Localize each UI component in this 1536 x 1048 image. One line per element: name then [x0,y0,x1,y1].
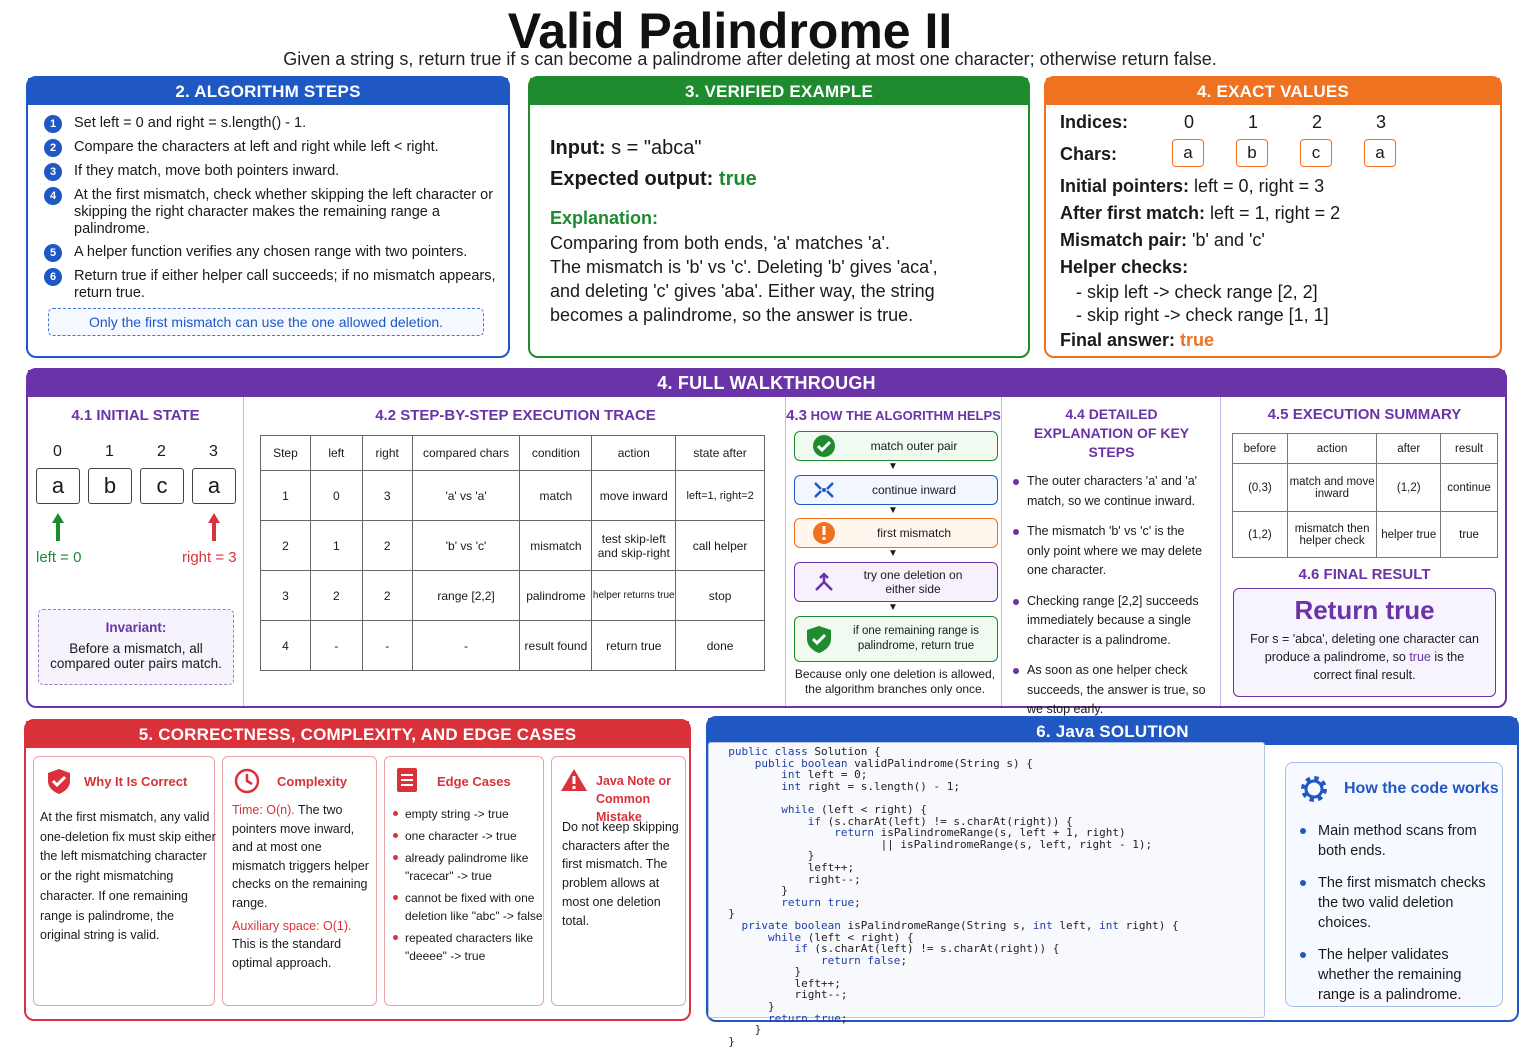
indices-row: Indices: 0 1 2 3 [1060,112,1387,132]
index-label: 0 [53,443,62,460]
trace-column-header: left [310,436,362,471]
how-code-text: The helper validates whether the remaining range is a palindrome. [1318,947,1462,1003]
trace-cell: done [676,621,765,671]
trace-cell: left=1, right=2 [676,471,765,521]
java-solution-heading: 6. Java SOLUTION [708,718,1517,745]
flow-step-continue: continue inward [794,475,998,505]
summary-column-header: after [1377,434,1441,464]
final-answer: Final answer: true [1060,330,1215,350]
bullet-dot [1300,952,1306,958]
initial-pointers: Initial pointers: left = 0, right = 3 [1060,176,1325,196]
exact-values-panel [1044,76,1502,358]
edge-cases-title: Edge Cases [437,774,511,789]
summary-cell: (0,3) [1233,464,1288,512]
helps-section [786,397,1002,706]
document-icon [395,766,419,794]
how-code-works-title: How the code works [1344,780,1499,797]
trace-row [261,521,765,571]
bullet-dot [393,855,398,860]
algorithm-step [44,244,498,262]
how-code-text: Main method scans from both ends. [1318,823,1477,859]
flow-step-deletion: try one deletion on either side [794,562,998,602]
explanation-line: The mismatch is 'b' vs 'c'. Deleting 'b' gives 'aca', [550,257,938,277]
summary-cell: (1,2) [1233,512,1288,558]
how-code-point [1298,945,1494,1005]
trace-cell: palindrome [520,571,592,621]
shield-icon [46,767,72,795]
summary-cell: helper true [1377,512,1441,558]
why-correct-text: At the first mismatch, any valid one-deletion fix must skip either the left mismatching character or the right mismatching character. If one remaining range is palindrome, the original string is valid. [40,810,216,943]
trace-cell: match [520,471,592,521]
step-number: 4 [44,187,62,205]
trace-cell: 2 [261,521,311,571]
bullet-dot [1300,880,1306,886]
index-label: 2 [157,443,166,460]
algorithm-steps-list [28,105,508,302]
helps-footer: Because only one deletion is allowed, the algorithm branches only once. [794,667,996,696]
verified-example-panel [528,76,1030,358]
step-number: 5 [44,244,62,262]
char-cell: a [192,468,236,504]
page-title: Valid Palindrome II [507,3,953,59]
invariant-title: Invariant: [105,620,167,635]
step-text: Set left = 0 and right = s.length() - 1. [74,115,307,131]
java-note-title: Java Note or Common Mistake [596,774,672,824]
detailed-explanation-section [1003,397,1221,716]
trace-cell: 'a' vs 'a' [412,471,520,521]
trace-column-header: right [362,436,412,471]
chars-row: Chars: a b c a [1060,137,1500,171]
detailed-heading: 4.4 DETAILED EXPLANATION OF KEY STEPS [1033,406,1190,460]
trace-cell: 2 [362,521,412,571]
how-code-point [1298,873,1494,933]
step-text: A helper function verifies any chosen range with two pointers. [74,244,468,260]
page-subtitle: Given a string s, return true if s can become a palindrome after deleting at most one character; otherwise return false. [283,49,1217,69]
trace-cell: - [362,621,412,671]
edge-case-text: cannot be fixed with one deletion like "abc" -> false [405,891,543,923]
final-result-heading: 4.6 FINAL RESULT [1298,566,1431,583]
walkthrough-heading: 4. FULL WALKTHROUGH [28,370,1505,397]
char-cell: c [140,468,184,504]
trace-cell: - [412,621,520,671]
index-label: 3 [209,443,218,460]
initial-state-section [28,397,244,706]
helper-checks: Helper checks: [1060,257,1189,277]
trace-row [261,621,765,671]
flow-arrow: ▼ [888,461,898,472]
how-code-works-box [1285,762,1503,1007]
trace-cell: 1 [261,471,311,521]
flow-arrow: ▼ [888,505,898,516]
initial-state-heading: 4.1 INITIAL STATE [71,407,200,424]
complexity-card [222,756,377,1006]
alert-icon [560,767,588,793]
flow-arrow: ▼ [888,602,898,613]
explanation-label: Explanation: [550,208,659,228]
trace-cell: mismatch [520,521,592,571]
edge-case-item [393,929,543,965]
helps-heading: 4.3 HOW THE ALGORITHM HELPS [786,407,1001,424]
example-input: Input: s = "abca" [550,137,702,159]
edge-case-text: already palindrome like "racecar" -> true [405,851,529,883]
verified-example-heading: 3. VERIFIED EXAMPLE [530,78,1028,105]
final-result-text: For s = 'abca', deleting one character can produce a palindrome, so true is the correct final result. [1250,632,1479,682]
trace-cell: 'b' vs 'c' [412,521,520,571]
detailed-list [1003,462,1220,720]
java-note-card [551,756,686,1006]
up-arrow-icon [50,511,66,543]
trace-column-header: state after [676,436,765,471]
summary-row [1233,464,1498,512]
up-arrow-icon [206,511,222,543]
trace-cell: 3 [362,471,412,521]
summary-cell: (1,2) [1377,464,1441,512]
trace-cell: helper returns true [592,571,676,621]
edge-cases-card [384,756,544,1006]
step-text: Return true if either helper call succeeds; if no mismatch appears, return true. [74,268,496,301]
edge-cases-list [393,805,543,969]
final-result-big: Return true [1294,595,1435,625]
edge-case-item [393,805,543,823]
summary-column-header: result [1441,434,1498,464]
char-cell: a [36,468,80,504]
summary-table [1232,433,1498,558]
java-note-text: Do not keep skipping characters after the first mismatch. The problem allows at most one deletion total. [562,820,679,928]
explanation-line: becomes a palindrome, so the answer is true. [550,305,914,325]
trace-cell: - [310,621,362,671]
right-pointer-label: right = 3 [182,549,237,566]
detailed-point: As soon as one helper check succeeds, the answer is true, so we stop early. [1013,661,1208,720]
step-number: 3 [44,163,62,181]
summary-column-header: before [1233,434,1288,464]
trace-column-header: condition [520,436,592,471]
step-number: 2 [44,139,62,157]
correctness-heading: 5. CORRECTNESS, COMPLEXITY, AND EDGE CASES [26,721,689,748]
summary-row [1233,512,1498,558]
edge-case-item [393,849,543,885]
helper-check-line: - skip right -> check range [1, 1] [1076,305,1329,325]
trace-cell: 2 [310,571,362,621]
summary-section [1222,397,1507,706]
bullet-dot [393,811,398,816]
flow-arrow: ▼ [888,548,898,559]
edge-case-text: repeated characters like "deeee" -> true [405,931,534,963]
invariant-text: Before a mismatch, all compared outer pairs match. [50,641,222,671]
trace-column-header: action [592,436,676,471]
trace-column-header: compared chars [412,436,520,471]
flow-step-mismatch: first mismatch [794,518,998,548]
trace-cell: 4 [261,621,311,671]
arrows-icon [811,477,837,503]
correctness-panel [24,719,691,1021]
after-first-match: After first match: left = 1, right = 2 [1060,203,1341,223]
trace-cell: 2 [362,571,412,621]
trace-heading: 4.2 STEP-BY-STEP EXECUTION TRACE [375,407,656,424]
how-code-text: The first mismatch checks the two valid deletion choices. [1318,875,1486,931]
trace-cell: move inward [592,471,676,521]
example-output: Expected output: true [550,168,757,190]
algorithm-step [44,115,498,133]
algorithm-step [44,163,498,181]
detailed-point: The mismatch 'b' vs 'c' is the only point where we may delete one character. [1013,522,1208,581]
edge-case-text: empty string -> true [405,807,509,821]
complexity-text: Time: O(n). The two pointers move inward, and at most one mismatch triggers helper checks on the remaining range. Auxiliary space: O(1). This is the standard optimal approach. [232,803,369,970]
branch-icon [811,569,837,595]
algorithm-step [44,187,498,238]
clock-icon [233,767,261,795]
how-code-point [1298,821,1494,861]
complexity-title: Complexity [277,774,348,789]
full-walkthrough-panel [26,368,1507,716]
detailed-point: The outer characters 'a' and 'a' match, so we continue inward. [1013,472,1208,511]
summary-column-header: action [1287,434,1377,464]
trace-section [246,397,786,706]
why-correct-title: Why It Is Correct [84,774,188,789]
how-code-works-list [1298,821,1494,1017]
char-cell: b [88,468,132,504]
check-icon [811,433,837,459]
trace-row [261,471,765,521]
trace-cell: result found [520,621,592,671]
edge-case-text: one character -> true [405,829,517,843]
algorithm-step [44,139,498,157]
trace-cell: test skip-left and skip-right [592,521,676,571]
summary-cell: continue [1441,464,1498,512]
shield-check-icon [805,624,833,654]
trace-table [260,435,765,671]
trace-cell: call helper [676,521,765,571]
left-pointer-label: left = 0 [36,549,82,566]
trace-cell: 3 [261,571,311,621]
explanation-line: Comparing from both ends, 'a' matches 'a'. [550,233,890,253]
why-correct-card [33,756,215,1006]
helper-check-line: - skip left -> check range [2, 2] [1076,282,1318,302]
trace-column-header: Step [261,436,311,471]
summary-cell: match and move inward [1287,464,1377,512]
summary-heading: 4.5 EXECUTION SUMMARY [1267,406,1462,423]
warning-icon [811,520,837,546]
summary-cell: true [1441,512,1498,558]
mismatch-pair: Mismatch pair: 'b' and 'c' [1060,230,1265,250]
explanation-line: and deleting 'c' gives 'aba'. Either way, the string [550,281,935,301]
step-text: Compare the characters at left and right while left < right. [74,139,439,155]
bullet-dot [393,833,398,838]
trace-cell: return true [592,621,676,671]
trace-cell: 0 [310,471,362,521]
flow-step-return: if one remaining range is palindrome, return true [794,616,998,662]
final-result-box [1233,588,1496,697]
edge-case-item [393,889,543,925]
bullet-dot [1300,828,1306,834]
algorithm-steps-panel [26,76,510,358]
step-text: If they match, move both pointers inward. [74,163,340,179]
bullet-dot [393,895,398,900]
trace-row [261,571,765,621]
index-label: 1 [105,443,114,460]
bullet-dot [393,935,398,940]
invariant-box [38,609,234,685]
step-text: At the first mismatch, check whether skipping the left character or skipping the right character makes the remaining range a palindrome. [74,187,494,237]
algorithm-step [44,268,498,302]
java-code-block: public class Solution { public boolean validPalindrome(String s) { int left = 0; int right = s.length() - 1; while (left < right) { if (s.charAt(left) != s.charAt(right)) { return isPalindromeRange(s, left + 1, right) || isPalindromeRange(s, left, right - 1); } left++; right--; } return true; } private boolean isPalindromeRange(String s, int left, int right) { while (left < right) { if (s.charAt(left) != s.charAt(right)) { return false; } left++; right--; } return true; } } [708,742,1265,1018]
summary-cell: mismatch then helper check [1287,512,1377,558]
step-number: 1 [44,115,62,133]
exact-values-heading: 4. EXACT VALUES [1046,78,1500,105]
flow-step-match: match outer pair [794,431,998,461]
trace-cell: 1 [310,521,362,571]
algorithm-steps-heading: 2. ALGORITHM STEPS [28,78,508,105]
trace-cell: stop [676,571,765,621]
detailed-point: Checking range [2,2] succeeds immediately because a single character is a palindrome. [1013,592,1208,651]
trace-cell: range [2,2] [412,571,520,621]
gear-icon [1298,773,1330,805]
algorithm-note: Only the first mismatch can use the one allowed deletion. [48,308,484,336]
step-number: 6 [44,268,62,286]
edge-case-item [393,827,543,845]
